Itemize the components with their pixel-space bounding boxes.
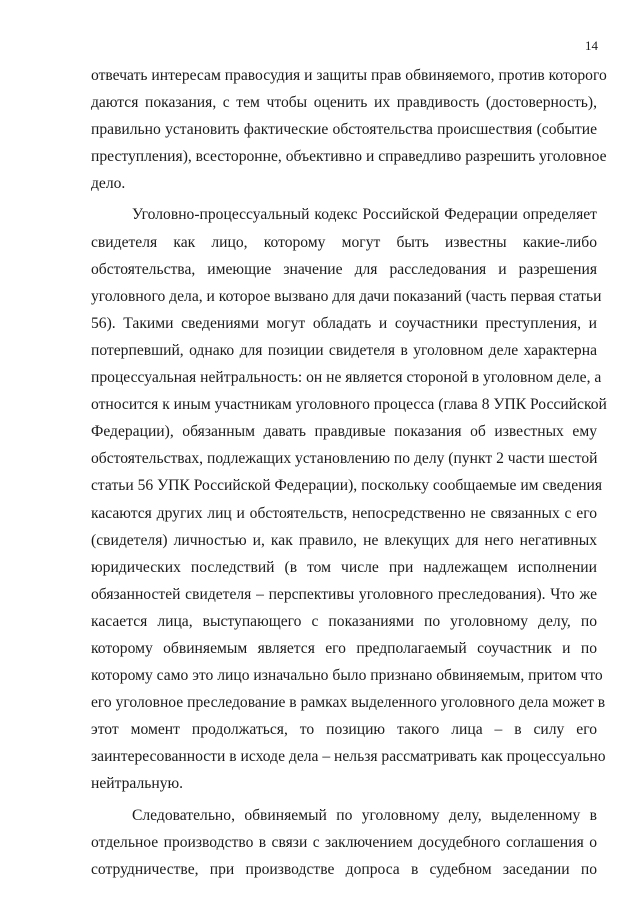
text-line: потерпевший, однако для позиции свидетеля в уголовном деле характерна [91,341,597,359]
text-line: свидетеля как лицо, которому могут быть известны какие-либо [91,233,597,251]
paragraph [91,201,607,797]
text-line: его уголовное преследование в рамках выделенного уголовного дела может в [91,694,606,712]
text-line: правильно установить фактические обстоятельства происшествия (событие [91,121,597,139]
text-line: сотрудничестве, при производстве допроса в судебном заседании по [91,860,597,878]
text-line: отвечать интересам правосудия и защиты прав обвиняемого, против которого [91,67,607,84]
text-line: нейтральную. [91,775,184,793]
page-number: 14 [585,38,598,53]
text-line: обстоятельства, имеющие значение для расследования и разрешения [91,260,597,278]
text-line: которому само это лицо изначально было признано обвиняемым, притом что [91,667,603,685]
text-line: Уголовно-процессуальный кодекс Российской Федерации определяет [132,206,597,224]
text-line: относится к иным участникам уголовного процесса (глава 8 УПК Российской [91,396,607,414]
text-line: этот момент продолжаться, то позицию такого лица – в силу его [91,721,597,739]
paragraph [91,62,607,197]
text-line: отдельное производство в связи с заключением досудебного соглашения о [91,833,597,851]
text-line: обстоятельствах, подлежащих установлению по делу (пункт 2 части шестой [91,450,598,468]
text-line: касаются других лиц и обстоятельств, непосредственно не связанных с его [91,504,597,522]
text-line: 56). Такими сведениями могут обладать и соучастники преступления, и [91,314,597,332]
text-line: касается лица, выступающего с показаниями по уголовному делу, по [91,612,597,630]
text-line: уголовного дела, и которое вызвано для дачи показаний (часть первая статьи [91,287,602,305]
text-line: Федерации), обязанным давать правдивые показания об известных ему [91,423,597,441]
paragraph [91,802,597,883]
text-line: преступления), всесторонне, объективно и справедливо разрешить уголовное [91,148,607,166]
text-line: Следовательно, обвиняемый по уголовному делу, выделенному в [132,806,597,824]
text-line: обязанностей свидетеля – перспективы уголовного преследования). Что же [91,585,597,603]
text-line: юридических последствий (в том числе при надлежащем исполнении [91,558,597,576]
text-line: дело. [91,175,126,193]
text-line: которому обвиняемым является его предполагаемый соучастник и по [91,639,597,657]
text-line: заинтересованности в исходе дела – нельзя рассматривать как процессуально [91,748,606,766]
text-line: (свидетеля) личностью и, как правило, не влекущих для него негативных [91,531,597,549]
text-line: даются показания, с тем чтобы оценить их правдивость (достоверность), [91,94,597,112]
text-line: статьи 56 УПК Российской Федерации), поскольку сообщаемые им сведения [91,477,603,495]
text-line: процессуальная нейтральность: он не является стороной в уголовном деле, а [91,369,602,387]
document-body [91,62,607,883]
